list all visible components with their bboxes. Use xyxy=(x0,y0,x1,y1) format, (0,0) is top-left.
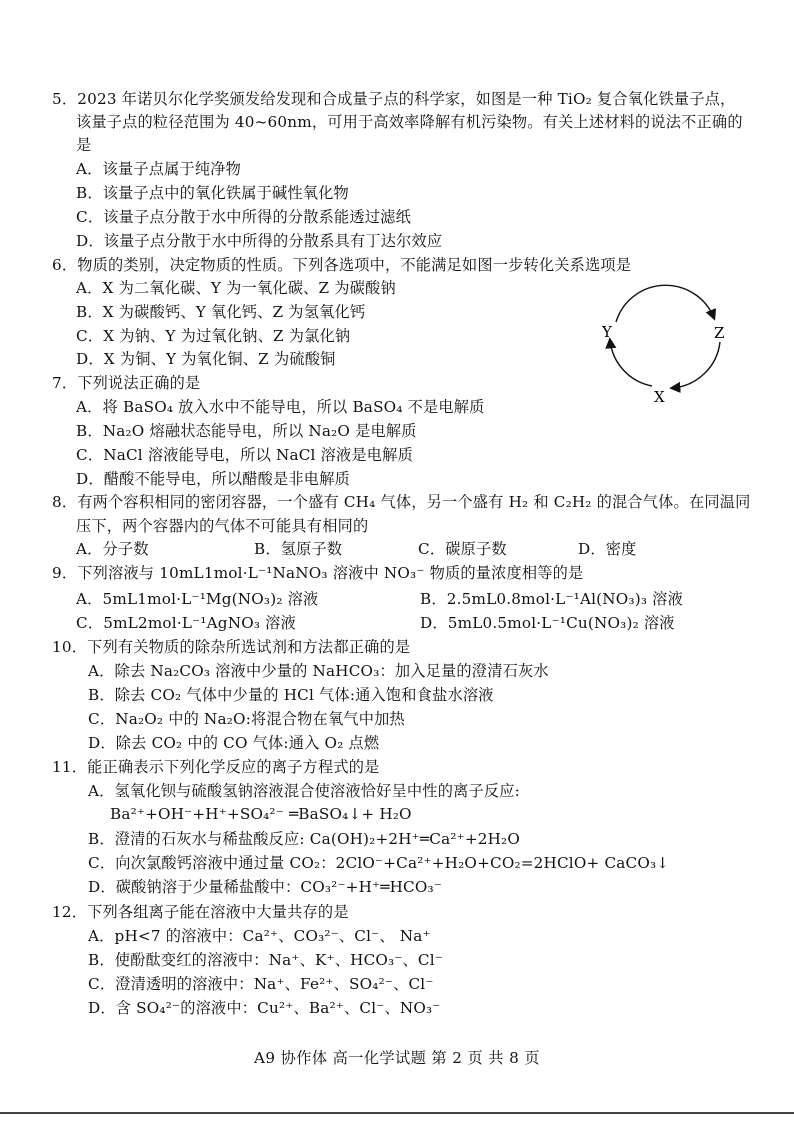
arrow-z-to-x xyxy=(672,342,720,388)
q11-option-a-equation: Ba²⁺+OH⁻+H⁺+SO₄²⁻ ═BaSO₄↓+ H₂O xyxy=(110,805,412,823)
q10-option-c: C．Na₂O₂ 中的 Na₂O:将混合物在氧气中加热 xyxy=(88,710,405,728)
q12-option-b: B．使酚酞变红的溶液中：Na⁺、K⁺、HCO₃⁻、Cl⁻ xyxy=(88,951,444,969)
q10-option-a: A．除去 Na₂CO₃ 溶液中少量的 NaHCO₃：加入足量的澄清石灰水 xyxy=(88,662,549,680)
q9-option-c: C．5mL2mol·L⁻¹AgNO₃ 溶液 xyxy=(76,614,296,632)
q9-stem: 9．下列溶液与 10mL1mol·L⁻¹NaNO₃ 溶液中 NO₃⁻ 物质的量浓度相等的是 xyxy=(52,564,584,582)
q8-option-c: C．碳原子数 xyxy=(418,540,507,558)
q12-option-d: D．含 SO₄²⁻的溶液中：Cu²⁺、Ba²⁺、Cl⁻、NO₃⁻ xyxy=(88,999,441,1017)
q10-stem: 10．下列有关物质的除杂所选试剂和方法都正确的是 xyxy=(52,638,411,656)
bottom-edge-rule xyxy=(0,1112,794,1114)
q9-option-a: A．5mL1mol·L⁻¹Mg(NO₃)₂ 溶液 xyxy=(76,590,319,608)
q9-option-d: D．5mL0.5mol·L⁻¹Cu(NO₃)₂ 溶液 xyxy=(420,614,675,632)
node-y-label: Y xyxy=(602,323,612,341)
q8-option-d: D．密度 xyxy=(578,540,637,558)
q10-option-d: D．除去 CO₂ 中的 CO 气体:通入 O₂ 点燃 xyxy=(88,734,380,752)
q8-option-a: A．分子数 xyxy=(76,540,149,558)
q10-option-b: B．除去 CO₂ 气体中少量的 HCl 气体:通入饱和食盐水溶液 xyxy=(88,686,494,704)
q6-option-d: D．X 为铜、Y 为氧化铜、Z 为硫酸铜 xyxy=(76,350,336,368)
q7-option-a: A．将 BaSO₄ 放入水中不能导电，所以 BaSO₄ 不是电解质 xyxy=(76,398,485,416)
q8-stem-line2: 压下，两个容器内的气体不可能具有相同的 xyxy=(76,517,369,535)
q7-stem: 7．下列说法正确的是 xyxy=(52,374,201,392)
q5-option-b: B．该量子点中的氧化铁属于碱性氧化物 xyxy=(76,184,349,202)
arrow-x-to-y xyxy=(610,340,652,386)
q11-option-a: A．氢氧化钡与硫酸氢钠溶液混合使溶液恰好呈中性的离子反应: xyxy=(88,782,520,800)
q8-stem-line1: 8．有两个容积相同的密闭容器，一个盛有 CH₄ 气体，另一个盛有 H₂ 和 C₂H₂ 的混合气体。在同温同 xyxy=(52,493,751,511)
q5-option-a: A．该量子点属于纯净物 xyxy=(76,160,242,178)
q11-option-d: D．碳酸钠溶于少量稀盐酸中：CO₃²⁻+H⁺═HCO₃⁻ xyxy=(88,878,443,896)
q12-option-a: A．pH<7 的溶液中：Ca²⁺、CO₃²⁻、Cl⁻、 Na⁺ xyxy=(88,927,431,945)
q7-option-c: C．NaCl 溶液能导电，所以 NaCl 溶液是电解质 xyxy=(76,446,413,464)
q12-option-c: C．澄清透明的溶液中：Na⁺、Fe²⁺、SO₄²⁻、Cl⁻ xyxy=(88,975,434,993)
q5-option-c: C．该量子点分散于水中所得的分散系能透过滤纸 xyxy=(76,208,411,226)
q6-option-c: C．X 为钠、Y 为过氧化钠、Z 为氯化钠 xyxy=(76,327,351,345)
node-z-label: Z xyxy=(714,324,725,342)
page-footer: A9 协作体 高一化学试题 第 2 页 共 8 页 xyxy=(253,1049,540,1067)
q11-option-c: C．向次氯酸钙溶液中通过量 CO₂：2ClO⁻+Ca²⁺+H₂O+CO₂=2HClO+ CaCO₃↓ xyxy=(88,854,670,872)
q5-option-d: D．该量子点分散于水中所得的分散系具有丁达尔效应 xyxy=(76,232,443,250)
q5-stem-line1: 5．2023 年诺贝尔化学奖颁发给发现和合成量子点的科学家，如图是一种 TiO₂ 复合氧化铁量子点， xyxy=(52,90,736,108)
arrow-y-to-z xyxy=(616,285,714,322)
q12-stem: 12．下列各组离子能在溶液中大量共存的是 xyxy=(52,903,349,921)
q5-stem-line2: 该量子点的粒径范围为 40~60nm，可用于高效率降解有机污染物。有关上述材料的说法不正确的 xyxy=(76,113,743,131)
q9-option-b: B．2.5mL0.8mol·L⁻¹Al(NO₃)₃ 溶液 xyxy=(420,590,683,608)
q11-option-b: B．澄清的石灰水与稀盐酸反应: Ca(OH)₂+2H⁺═Ca²⁺+2H₂O xyxy=(88,830,520,848)
q7-option-b: B．Na₂O 熔融状态能导电，所以 Na₂O 是电解质 xyxy=(76,422,417,440)
q5-stem-line3: 是 xyxy=(76,136,92,154)
q6-option-a: A．X 为二氧化碳、Y 为一氧化碳、Z 为碳酸钠 xyxy=(76,279,396,297)
q6-option-b: B．X 为碳酸钙、Y 氧化钙、Z 为氢氧化钙 xyxy=(76,303,366,321)
q8-option-b: B．氢原子数 xyxy=(254,540,343,558)
q6-stem: 6．物质的类别，决定物质的性质。下列各选项中，不能满足如图一步转化关系选项是 xyxy=(52,256,632,274)
node-x-label: X xyxy=(654,388,665,404)
conversion-cycle-diagram xyxy=(596,280,736,404)
q11-stem: 11．能正确表示下列化学反应的离子方程式的是 xyxy=(52,758,380,776)
q7-option-d: D．醋酸不能导电，所以醋酸是非电解质 xyxy=(76,470,350,488)
